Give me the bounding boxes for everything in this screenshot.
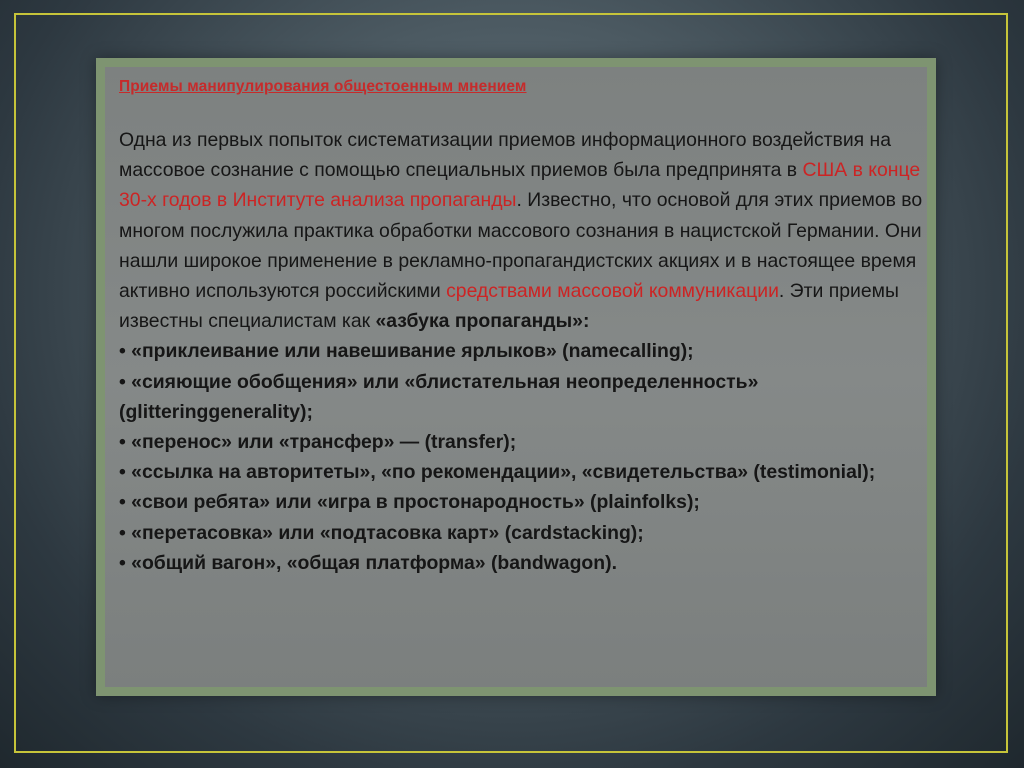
list-item: • «приклеивание или навешивание ярлыков» (namecalling);	[119, 340, 694, 363]
list-item: • «перенос» или «трансфер» — (transfer);	[119, 431, 517, 454]
content-panel	[96, 58, 936, 696]
technique-list	[119, 336, 931, 578]
list-item: • «общий вагон», «общая платформа» (bandwagon).	[119, 551, 617, 574]
intro-highlight-media: средствами массовой коммуникации	[446, 280, 779, 303]
intro-text-3: . Эти приемы известны специалистам как	[119, 280, 899, 333]
list-item: • «ссылка на авторитеты», «по рекомендации», «свидетельства» (testimonial);	[119, 461, 876, 484]
slide-text-area	[119, 75, 931, 578]
slide-title: Приемы манипулирования общестоенным мнением	[119, 78, 527, 95]
intro-text-2: . Известно, что основой для этих приемов во многом послужила практика обработки массового сознания в нацистской Германии. Они нашли широкое применение в рекламно-пропагандистских акциях и в настоящее время активно используются российскими	[119, 189, 923, 303]
intro-highlight-institute: США в конце 30-х годов в Институте анализа пропаганды	[119, 159, 921, 212]
list-item: • «свои ребята» или «игра в простонародность» (plainfolks);	[119, 491, 700, 514]
list-item: • «сияющие обобщения» или «блистательная неопределенность» (glitteringgenerality);	[119, 370, 759, 423]
list-item: • «перетасовка» или «подтасовка карт» (cardstacking);	[119, 521, 644, 544]
intro-paragraph	[119, 125, 931, 336]
intro-text-1: Одна из первых попыток систематизации приемов информационного воздействия на массовое сознание с помощью специальных приемов была предпринята в	[119, 129, 892, 182]
title-spacer	[119, 105, 931, 125]
intro-abc-propaganda: «азбука пропаганды»:	[375, 310, 590, 333]
